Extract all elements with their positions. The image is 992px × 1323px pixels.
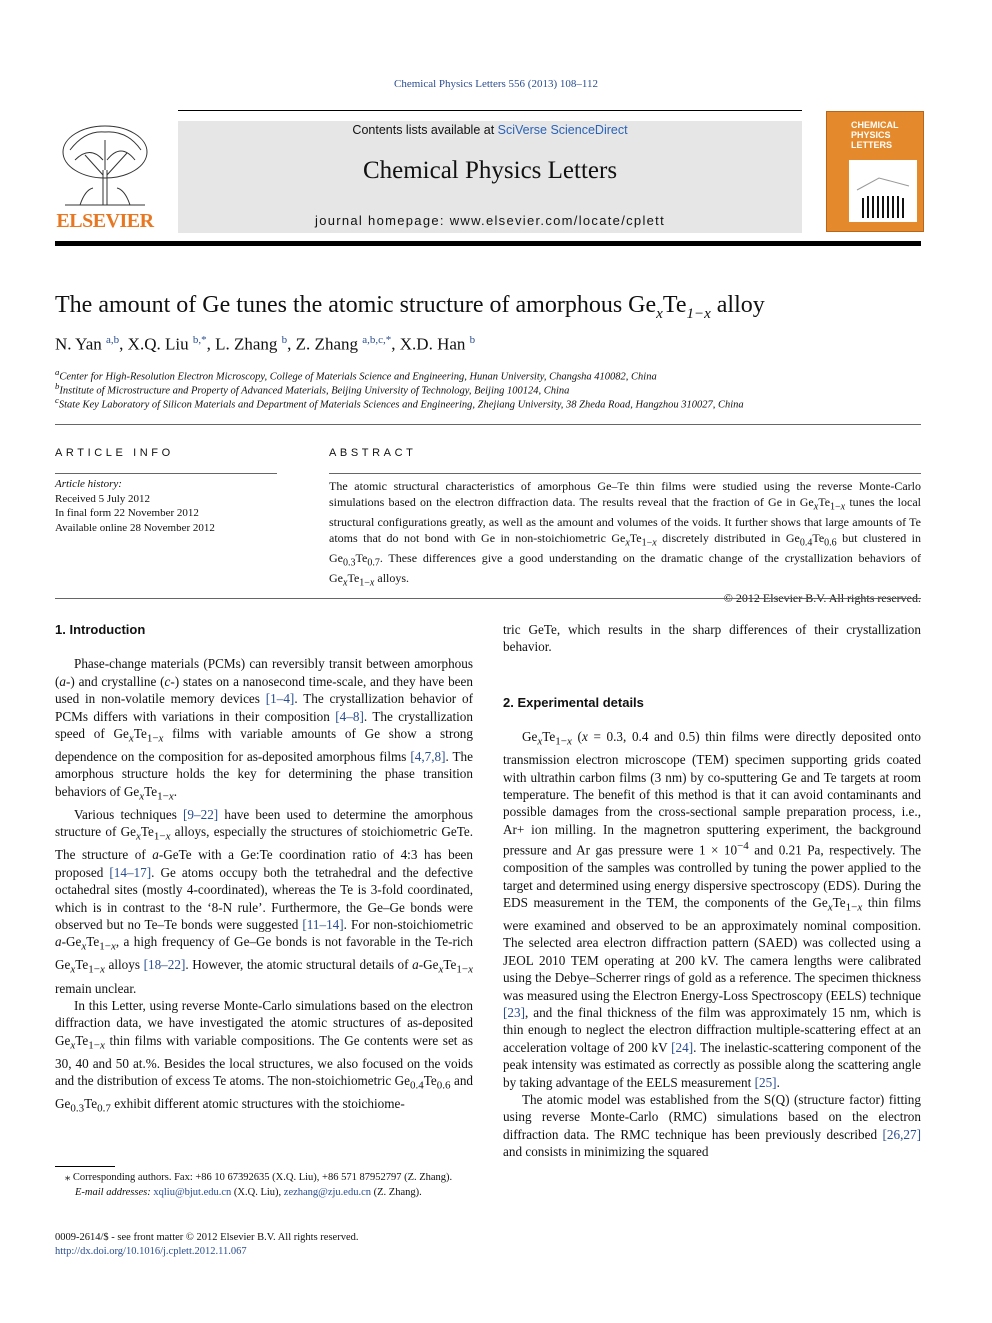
doi-link[interactable]: http://dx.doi.org/10.1016/j.cplett.2012.11.067 bbox=[55, 1246, 247, 1257]
contents-line: Contents lists available at SciVerse ScienceDirect bbox=[352, 123, 628, 137]
journal-reference[interactable]: Chemical Physics Letters 556 (2013) 108–112 bbox=[394, 78, 598, 90]
abstract-heading: ABSTRACT bbox=[329, 447, 417, 459]
abstract-text: The atomic structural characteristics of amorphous Ge–Te thin films were studied using the reverse Monte-Carlo simulations based on the electron diffraction data. The results reveal that the fraction of Ge in $Ge_xTe_{1-x}$ tunes the local structural configurations greatly, as well as the amount and volumes of the voids. It further shows that large amounts of Te atoms that do not bond with Ge in non-stoichiometric $Ge_xTe_{1-x}$ discretely distributed in $Ge_{0.4}Te_{0.6}$ but clustered in $Ge_{0.3}Te_{0.7}$. These differences give a good understanding on the dramatic change of the crystallization behaviors of $Ge_xTe_{1-x}$ alloys. © 2012 Elsevier B.V. All rights reserved. bbox=[329, 479, 922, 605]
author[interactable]: Z. Zhang bbox=[295, 334, 358, 354]
section-heading: 2. Experimental details bbox=[503, 694, 644, 710]
email-link[interactable]: xqliu@bjut.edu.cn bbox=[153, 1187, 232, 1198]
author[interactable]: L. Zhang bbox=[215, 334, 278, 354]
journal-homepage[interactable]: journal homepage: www.elsevier.com/locate/cplett bbox=[315, 213, 665, 228]
paragraph: tric GeTe, which results in the sharp differences of their crystallization behavior. bbox=[503, 622, 921, 655]
paragraph: Phase-change materials (PCMs) can reversibly transit between amorphous (a-) and crystalline (c-) states on a nanosecond time-scale, and they have been used in non-volatile memory devices [1–4]. The crystallization behavior of PCMs differs with variations in their composition [4–8]. The crystallization speed of $Ge_xTe_{1-x}$ films with variable amounts of Ge show a strong dependence on the composition for as-deposited amorphous films [4,7,8]. The amorphous structure holds the key for determining the phase transition behaviors of $Ge_xTe_{1-x}$. bbox=[55, 656, 474, 803]
paragraph: $Ge_xTe_{1-x}$ (x = 0.3, 0.4 and 0.5) thin films were directly deposited onto transmission electron microscope (TEM) specimen supporting grids coated with ultrathin carbon films (3 nm) by co-sputtering Ge and Te targets at room temperature. The benefit of this method is that it can avoid contaminants and possible damages from the cross-sectional sample preparation process, i.e., Ar+ ion milling. In the magnetron sputtering experiment, the background pressure and Ar gas pressure were $1 \times 10^{-4}$ and 0.21 Pa, respectively. The composition of the samples was controlled by tuning the power applied to the target and determined using energy dispersive spectroscopy (EDS). During the EDS measurement in the TEM, the components of the $Ge_xTe_{1-x}$ thin films were examined and observed to be an approximately nominal composition. The selected area electron diffraction pattern (SAED) was collected using a JEOL 2010 TEM operating at 200 kV. The camera lengths were calibrated using the Debye–Scherrer rings of gold as a reference. The specimen thickness was measured using the Electron Energy-Loss Spectroscopy (EELS) technique [23], and the final thickness of the film was approximately 15 nm, which is thin enough to neglect the electron diffraction multiple-scattering effect at an acceleration voltage of 200 kV [24]. The inelastic-scattering component of the peak intensity was estimated as correctly as possible along the scattering angle by taking advantage of the EELS measurement [25]. bbox=[503, 729, 922, 1090]
elsevier-wordmark: ELSEVIER bbox=[56, 210, 154, 232]
journal-title: Chemical Physics Letters bbox=[362, 157, 618, 184]
footnotes: ⁎ Corresponding authors. Fax: +86 10 67392635 (X.Q. Liu), +86 571 87952797 (Z. Zhang). E-mail addresses: xqliu@bjut.edu.cn (X.Q. Liu), zezhang@zju.edu.cn (Z. Zhang). bbox=[65, 1172, 453, 1198]
divider bbox=[55, 424, 921, 425]
divider bbox=[55, 473, 277, 474]
section-heading: 1. Introduction bbox=[55, 622, 146, 637]
author[interactable]: N. Yan bbox=[55, 334, 102, 354]
affiliation: $^b$Institute of Microstructure and Property of Advanced Materials, Beijing University of Technology, Beijing 100124, China bbox=[55, 381, 570, 397]
journal-cover-image bbox=[826, 111, 924, 232]
header-thick-rule bbox=[55, 241, 921, 246]
author[interactable]: X.D. Han bbox=[399, 334, 466, 354]
author-list: N. Yan $^{a,b}$, X.Q. Liu $^{b,*}$, L. Zhang $^b$, Z. Zhang $^{a,b,c,*}$, X.D. Han $^b$ bbox=[55, 334, 476, 354]
issn-line: 0009-2614/$ - see front matter © 2012 Elsevier B.V. All rights reserved. bbox=[55, 1232, 359, 1243]
right-column bbox=[503, 621, 921, 1161]
email-link[interactable]: zezhang@zju.edu.cn bbox=[283, 1187, 371, 1198]
article-history: Article history: Received 5 July 2012 In final form 22 November 2012 Available online 28 November 2012 bbox=[55, 478, 215, 535]
article-title: The amount of Ge tunes the atomic structure of amorphous $Ge_xTe_{1-x}$ alloy bbox=[55, 292, 765, 322]
copyright: © 2012 Elsevier B.V. All rights reserved. bbox=[723, 590, 921, 605]
paragraph: In this Letter, using reverse Monte-Carlo simulations based on the electron diffraction data, we have investigated the atomic structures of as-deposited $Ge_xTe_{1-x}$ thin films with variable compositions. The Ge contents were set as 30, 40 and 50 at.%. Besides the local structures, we also focused on the voids and the distribution of excess Te atoms. The non-stoichiometric $Ge_{0.4}Te_{0.6}$ and $Ge_{0.3}Te_{0.7}$ exhibit different atomic structures with the stoichiome- bbox=[55, 997, 474, 1115]
article-info-heading: ARTICLE INFO bbox=[55, 447, 174, 459]
affiliation: $^a$Center for High-Resolution Electron Microscopy, College of Materials Science and Engineering, Hunan University, Changsha 410082, China bbox=[55, 367, 657, 383]
divider bbox=[329, 473, 921, 474]
paragraph: Various techniques [9–22] have been used to determine the amorphous structure of $Ge_xTe_{1-x}$ alloys, especially the structures of stoichiometric GeTe. The structure of a-GeTe with a Ge:Te coordination ratio of 4:3 has been proposed [14–17]. Ge atoms occupy both the tetrahedral and the defective octahedral sites (mostly 4-coordinated), whereas the Te is 3-fold coordinated, which is in contrast to the ‘8-N rule’. Furthermore, the Ge–Ge bonds were observed but no Te–Te bonds were suggested [11–14]. For non-stoichiometric $a-Ge_xTe_{1-x}$, a high frequency of Ge–Ge bonds is not favorable in the Te-rich $Ge_xTe_{1-x}$ alloys [18–22]. However, the atomic structural details of $a-Ge_xTe_{1-x}$ remain unclear. bbox=[55, 806, 473, 996]
cover-title: CHEMICAL PHYSICS LETTERS bbox=[851, 120, 899, 150]
journal-header bbox=[178, 121, 802, 233]
cover-graphic bbox=[849, 160, 917, 222]
elsevier-tree-logo bbox=[55, 120, 155, 210]
author[interactable]: X.Q. Liu bbox=[127, 334, 189, 354]
divider bbox=[55, 598, 921, 599]
left-column bbox=[55, 621, 473, 1118]
affiliation: $^c$State Key Laboratory of Silicon Materials and Department of Materials Sciences and Engineering, Zhejiang University, 38 Zheda Road, Hangzhou 310027, China bbox=[55, 395, 744, 411]
header-rule bbox=[178, 110, 802, 111]
paragraph: The atomic model was established from the S(Q) (structure factor) fitting using reverse Monte-Carlo (RMC) simulations based on the electron diffraction data. The RMC technique has been previously described [26,27] and consists in minimizing the squared bbox=[503, 1092, 921, 1160]
footnote-rule bbox=[55, 1166, 115, 1167]
sciencedirect-link[interactable]: SciVerse ScienceDirect bbox=[497, 123, 628, 137]
